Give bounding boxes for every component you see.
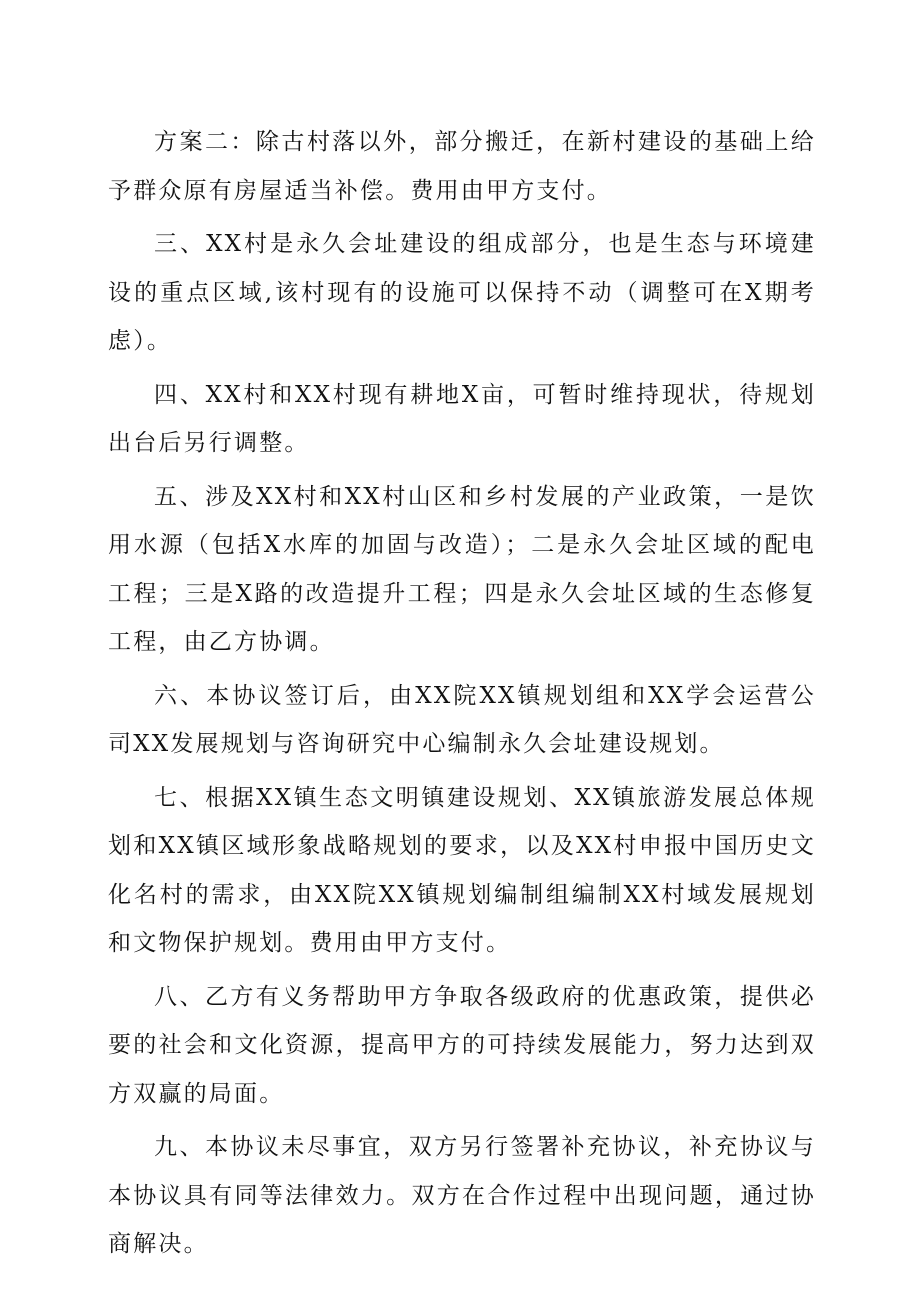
paragraph-item-8: 八、乙方有义务帮助甲方争取各级政府的优惠政策，提供必要的社会和文化资源，提高甲方的可持续发展能力，努力达到双方双赢的局面。 — [108, 983, 816, 1107]
paragraph-item-6: 六、本协议签订后，由XX院XX镇规划组和XX学会运营公司XX发展规划与咨询研究中心编制永久会址建设规划。 — [108, 682, 816, 757]
paragraph-item-3: 三、XX村是永久会址建设的组成部分，也是生态与环境建设的重点区域,该村现有的设施可以保持不动（调整可在X期考虑）。 — [108, 231, 816, 354]
paragraph-item-5: 五、涉及XX村和XX村山区和乡村发展的产业政策，一是饮用水源（包括X水库的加固与改造）；二是永久会址区域的配电工程；三是X路的改造提升工程；四是永久会址区域的生态修复工程，由乙方协调。 — [108, 483, 816, 655]
paragraph-plan-two: 方案二：除古村落以外，部分搬迁，在新村建设的基础上给予群众原有房屋适当补偿。费用由甲方支付。 — [108, 129, 816, 204]
paragraph-item-9: 九、本协议未尽事宜，双方另行签署补充协议，补充协议与本协议具有同等法律效力。双方在合作过程中出现问题，通过协商解决。 — [108, 1134, 816, 1257]
paragraph-item-4: 四、XX村和XX村现有耕地X亩，可暂时维持现状，待规划出台后另行调整。 — [108, 381, 816, 456]
paragraph-item-7: 七、根据XX镇生态文明镇建设规划、XX镇旅游发展总体规划和XX镇区域形象战略规划的要求，以及XX村申报中国历史文化名村的需求，由XX院XX镇规划编制组编制XX村域发展规划和文物保护规划。费用由甲方支付。 — [108, 784, 816, 956]
document-body — [108, 118, 816, 1274]
